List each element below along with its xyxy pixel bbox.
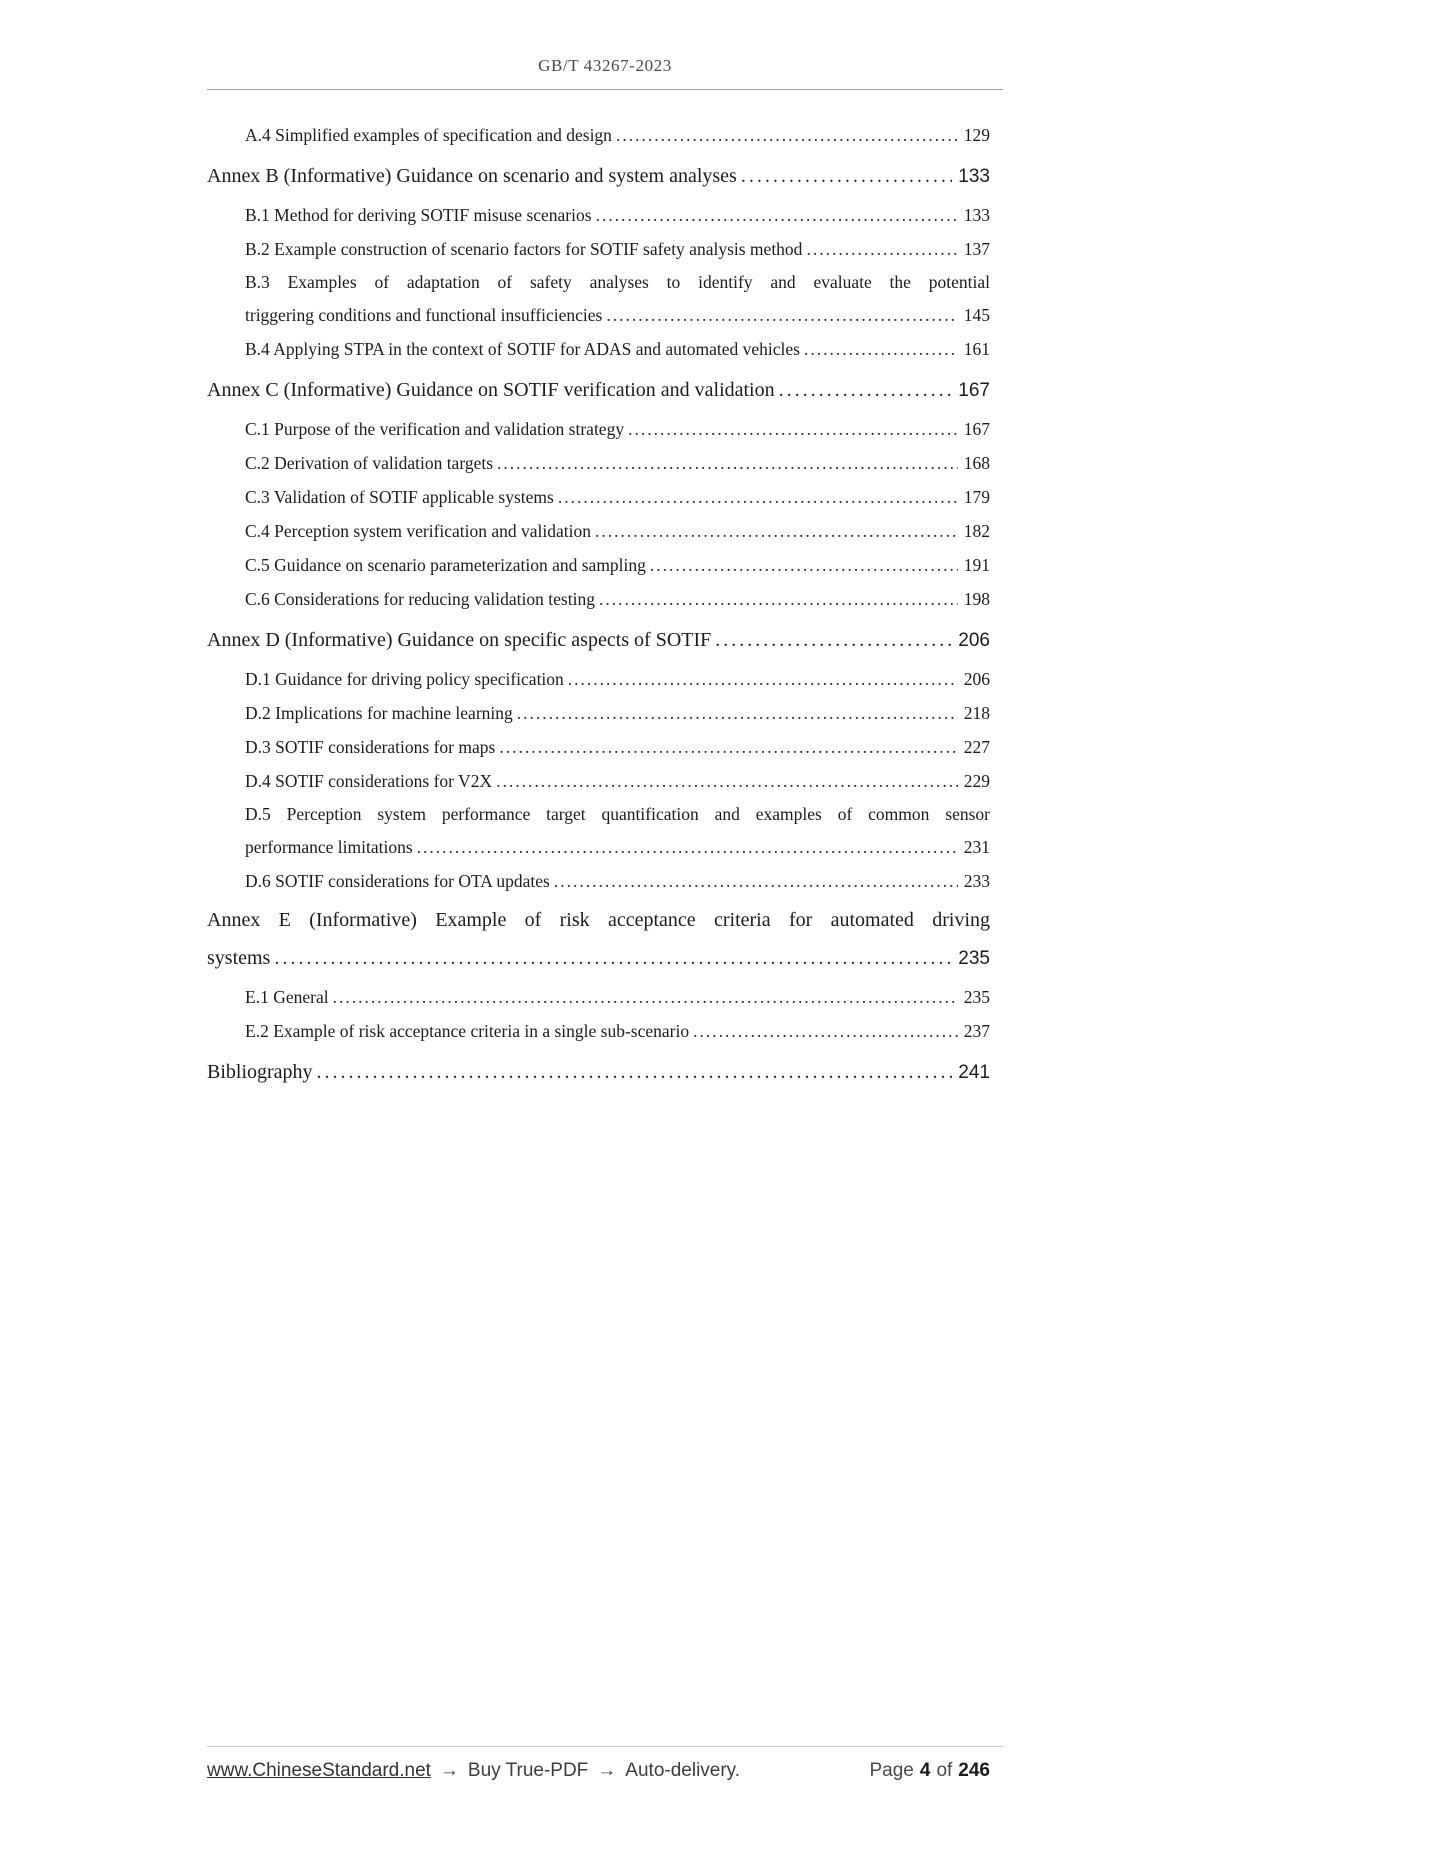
toc-entry <box>207 412 990 446</box>
toc-entry <box>207 730 990 764</box>
toc-entry-text: E.1 General <box>245 987 329 1007</box>
toc-entry-text: Annex C (Informative) Guidance on SOTIF verification and validation <box>207 379 775 401</box>
toc-entry-page: 133 <box>958 166 990 187</box>
toc-entry-text-first-line: Annex E (Informative) Example of risk acceptance criteria for automated driving <box>207 909 990 931</box>
page-total: 246 <box>958 1760 990 1781</box>
toc-entry <box>207 980 990 1014</box>
toc-entry-text: D.6 SOTIF considerations for OTA updates <box>245 871 550 891</box>
toc-entry-page: 237 <box>963 1021 990 1041</box>
footer-buy-text: Buy True-PDF <box>467 1760 589 1781</box>
toc-entry <box>207 902 990 979</box>
toc-entry <box>207 1014 990 1048</box>
chinesestandard-link[interactable]: www.ChineseStandard.net <box>207 1760 431 1781</box>
toc-leader-dots <box>612 118 958 152</box>
footer-promo <box>207 1760 740 1782</box>
toc-entry-page: 167 <box>958 380 990 401</box>
toc-entry-text: D.1 Guidance for driving policy specification <box>245 669 564 689</box>
toc-leader-dots <box>564 662 958 696</box>
toc-entry-text: B.4 Applying STPA in the context of SOTIF for ADAS and automated vehicles <box>245 339 800 359</box>
toc-entry-text: Annex B (Informative) Guidance on scenario and system analyses <box>207 165 737 187</box>
page-number: 4 <box>919 1760 931 1781</box>
toc-entry-page: 218 <box>963 703 990 723</box>
toc-entry-text: D.4 SOTIF considerations for V2X <box>245 771 493 791</box>
toc-leader-dots <box>495 730 957 764</box>
toc-entry-text: E.2 Example of risk acceptance criteria in a single sub-scenario <box>245 1021 690 1041</box>
toc-entry-page: 198 <box>963 589 990 609</box>
toc-entry-text: B.1 Method for deriving SOTIF misuse scenarios <box>245 205 592 225</box>
toc-entry-page: 233 <box>963 871 990 891</box>
toc-entry-page: 191 <box>963 555 990 575</box>
of-label: of <box>936 1760 953 1781</box>
arrow-right-icon: → <box>597 1760 617 1781</box>
toc-entry-page: 241 <box>958 1062 990 1083</box>
toc-entry-page: 133 <box>963 205 990 225</box>
toc-leader-dots <box>413 830 958 864</box>
toc-entry-page: 231 <box>963 837 990 857</box>
toc-entry <box>207 198 990 232</box>
toc-leader-dots <box>711 620 952 660</box>
toc-leader-dots <box>602 298 957 332</box>
toc-entry-page: 161 <box>963 339 990 359</box>
toc-leader-dots <box>775 370 953 410</box>
toc-entry <box>207 662 990 696</box>
toc-entry-page: 206 <box>963 669 990 689</box>
page-label: Page <box>869 1760 914 1781</box>
toc-leader-dots <box>646 548 958 582</box>
toc-entry <box>207 332 990 366</box>
toc-entry-text: Annex D (Informative) Guidance on specific aspects of SOTIF <box>207 629 712 651</box>
toc-entry-text: B.2 Example construction of scenario factors for SOTIF safety analysis method <box>245 239 803 259</box>
toc-entry <box>207 156 990 197</box>
toc-entry-text-first-line: B.3 Examples of adaptation of safety analyses to identify and evaluate the potential <box>245 272 990 292</box>
toc-entry-text: C.4 Perception system verification and validation <box>245 521 592 541</box>
toc-entry <box>207 696 990 730</box>
toc-entry-text: D.3 SOTIF considerations for maps <box>245 737 496 757</box>
toc-entry <box>207 582 990 616</box>
toc-entry-page: 129 <box>963 125 990 145</box>
toc-entry <box>207 548 990 582</box>
toc-entry-text: C.3 Validation of SOTIF applicable systems <box>245 487 554 507</box>
toc-entry-text: systems <box>207 947 271 969</box>
toc-entry-page: 235 <box>958 948 990 969</box>
toc-leader-dots <box>313 1052 953 1092</box>
toc-entry-text: C.2 Derivation of validation targets <box>245 453 494 473</box>
toc-entry <box>207 864 990 898</box>
toc-leader-dots <box>737 156 952 196</box>
toc-entry-text: D.2 Implications for machine learning <box>245 703 513 723</box>
toc-leader-dots <box>554 480 958 514</box>
toc-entry-text: C.6 Considerations for reducing validation testing <box>245 589 595 609</box>
toc-leader-dots <box>493 446 958 480</box>
toc-leader-dots <box>329 980 958 1014</box>
toc-entry-text: Bibliography <box>207 1061 313 1083</box>
toc-leader-dots <box>513 696 958 730</box>
footer-delivery-text: Auto-delivery. <box>625 1760 741 1781</box>
toc-entry-text: C.5 Guidance on scenario parameterization and sampling <box>245 555 646 575</box>
toc-leader-dots <box>591 514 958 548</box>
toc-leader-dots <box>550 864 958 898</box>
toc-entry-text: performance limitations <box>245 837 413 857</box>
toc-leader-dots <box>689 1014 958 1048</box>
toc-entry <box>207 118 990 152</box>
footer-row <box>207 1760 1003 1782</box>
toc <box>207 118 1003 1093</box>
toc-leader-dots <box>270 938 952 978</box>
toc-entry-text: triggering conditions and functional insufficiencies <box>245 305 603 325</box>
toc-entry-text: A.4 Simplified examples of specification and design <box>245 125 612 145</box>
toc-entry-page: 137 <box>963 239 990 259</box>
toc-entry-page: 145 <box>963 305 990 325</box>
toc-entry-text: C.1 Purpose of the verification and validation strategy <box>245 419 625 439</box>
page-header <box>207 0 1003 90</box>
document-number: GB/T 43267-2023 <box>538 56 672 75</box>
toc-leader-dots <box>492 764 958 798</box>
toc-leader-dots <box>595 582 958 616</box>
toc-entry-page: 182 <box>963 521 990 541</box>
toc-leader-dots <box>800 332 958 366</box>
toc-entry <box>207 798 990 864</box>
toc-entry <box>207 764 990 798</box>
toc-entry-page: 167 <box>963 419 990 439</box>
toc-leader-dots <box>624 412 958 446</box>
toc-entry-page: 229 <box>963 771 990 791</box>
arrow-right-icon: → <box>439 1760 459 1781</box>
toc-entry-text-first-line: D.5 Perception system performance target quantification and examples of common sensor <box>245 804 990 824</box>
toc-entry-page: 235 <box>963 987 990 1007</box>
header-divider <box>207 89 1003 90</box>
toc-entry <box>207 480 990 514</box>
toc-entry-page: 227 <box>963 737 990 757</box>
footer-divider <box>207 1746 1003 1747</box>
toc-entry <box>207 266 990 332</box>
toc-entry <box>207 620 990 661</box>
toc-entry <box>207 446 990 480</box>
toc-leader-dots <box>802 232 957 266</box>
toc-entry <box>207 1052 990 1093</box>
toc-entry <box>207 514 990 548</box>
footer-page-indicator <box>869 1760 990 1782</box>
toc-entry-page: 206 <box>958 630 990 651</box>
toc-entry-page: 168 <box>963 453 990 473</box>
toc-entry-page: 179 <box>963 487 990 507</box>
toc-entry <box>207 232 990 266</box>
page-footer <box>207 1746 1003 1782</box>
toc-leader-dots <box>592 198 958 232</box>
toc-entry <box>207 370 990 411</box>
